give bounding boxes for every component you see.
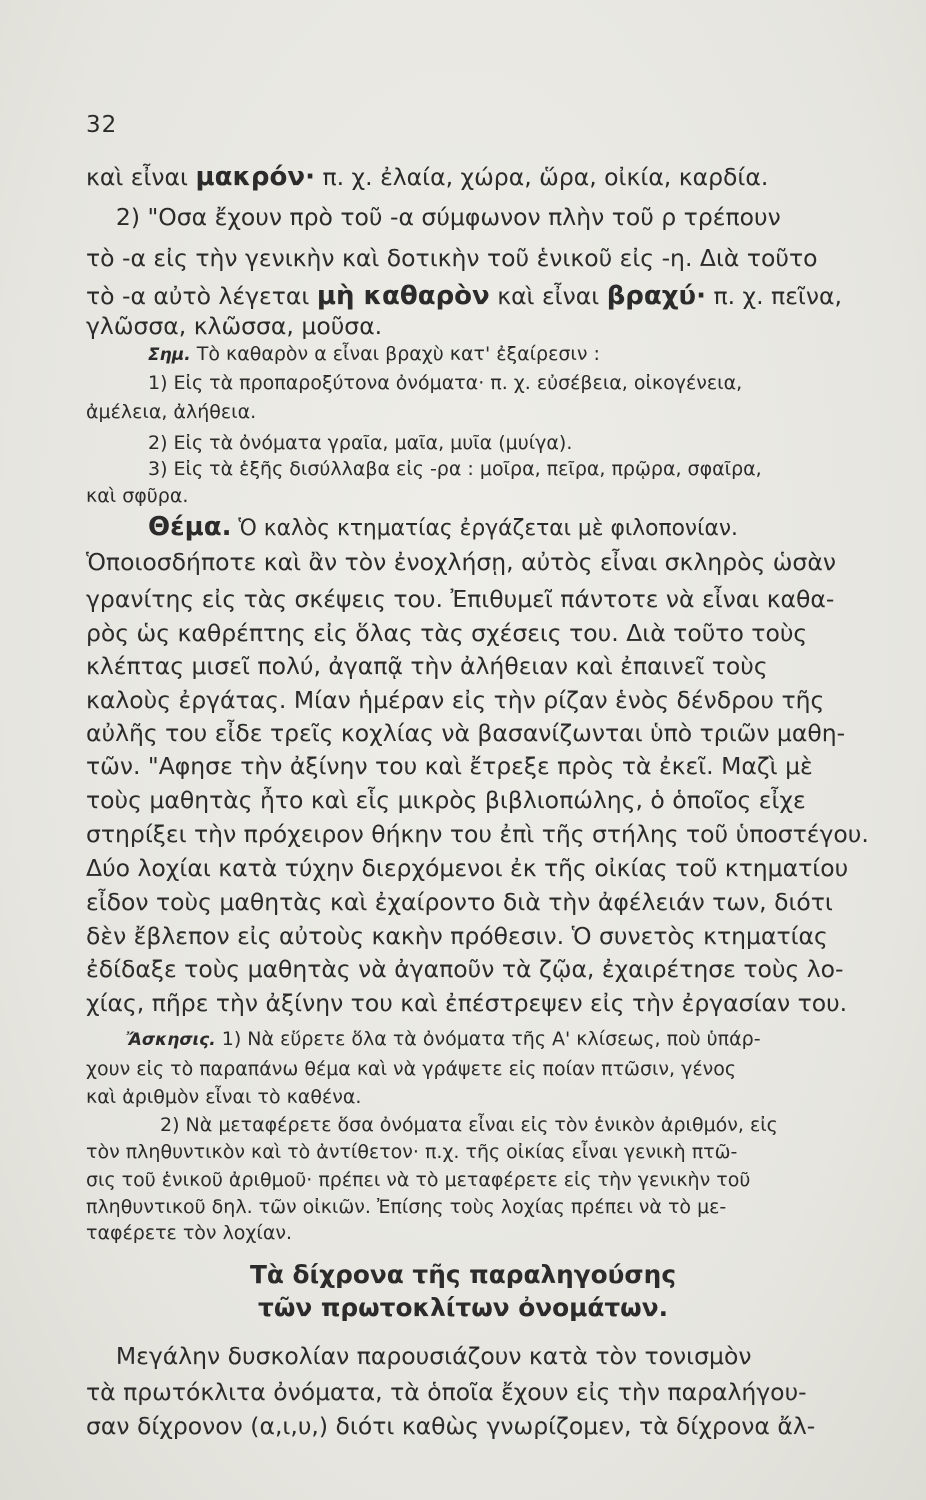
exercise-line: 2) Νὰ μεταφέρετε ὅσα ὀνόματα εἶναι εἰς τὸν ἑνικὸν ἀριθμόν, εἰς — [160, 1114, 778, 1136]
theme-line: ρὸς ὡς καθρέπτης εἰς ὅλας τὰς σχέσεις του. Διὰ τοῦτο τοὺς — [86, 619, 808, 647]
theme-line: εἶδον τοὺς μαθητὰς καὶ ἐχαίροντο διὰ τὴν ἀφέλειάν των, διότι — [86, 888, 833, 916]
theme-line: χίας, πῆρε τὴν ἀξίνην του καὶ ἐπέστρεψεν εἰς τὴν ἐργασίαν του. — [86, 989, 848, 1017]
exercise-line: χουν εἰς τὸ παραπάνω θέμα καὶ νὰ γράψετε εἰς ποίαν πτῶσιν, γένος — [86, 1058, 737, 1080]
theme-line: αὐλῆς του εἶδε τρεῖς κοχλίας νὰ βασανίζωνται ὑπὸ τριῶν μαθη- — [86, 719, 846, 747]
final-line: τὰ πρωτόκλιτα ὀνόματα, τὰ ὁποῖα ἔχουν εἰς τὴν παραλήγου- — [86, 1378, 807, 1406]
text-line: καὶ εἶναι μακρόν· π. χ. ἐλαία, χώρα, ὥρα, οἰκία, καρδία. — [86, 162, 769, 192]
text-line: 2) "Οσα ἔχουν πρὸ τοῦ -α σύμφωνον πλὴν τοῦ ρ τρέπουν — [86, 203, 781, 231]
exercise-line: σις τοῦ ἑνικοῦ ἀριθμοῦ· πρέπει νὰ τὸ μεταφέρετε εἰς τὴν γενικὴν τοῦ — [86, 1169, 751, 1191]
text-line: γλῶσσα, κλῶσσα, μοῦσα. — [86, 312, 383, 340]
note-line: 3) Εἰς τὰ ἑξῆς δισύλλαβα εἰς -ρα : μοῖρα, πεῖρα, πρῷρα, σφαῖρα, — [148, 458, 762, 480]
note-line: ἀμέλεια, ἀλήθεια. — [86, 401, 257, 423]
exercise-line: Ἄσκησις. 1) Νὰ εὕρετε ὅλα τὰ ὀνόματα τῆς Α' κλίσεως, ποὺ ὑπάρ- — [126, 1028, 761, 1050]
note-line: 1) Εἰς τὰ προπαροξύτονα ὀνόματα· π. χ. εὐσέβεια, οἰκογένεια, — [148, 372, 743, 394]
theme-line: κλέπτας μισεῖ πολύ, ἀγαπᾷ τὴν ἀλήθειαν καὶ ἐπαινεῖ τοὺς — [86, 652, 768, 680]
theme-line: γρανίτης εἰς τὰς σκέψεις του. Ἐπιθυμεῖ πάντοτε νὰ εἶναι καθα- — [86, 585, 835, 613]
section-heading: Τὰ δίχρονα τῆς παραληγούσης — [249, 1260, 676, 1289]
theme-line: Δύο λοχίαι κατὰ τύχην διερχόμενοι ἐκ τῆς οἰκίας τοῦ κτηματίου — [86, 854, 849, 882]
theme-line: ἐδίδαξε τοὺς μαθητὰς νὰ ἀγαποῦν τὰ ζῷα, ἐχαιρέτησε τοὺς λο- — [86, 955, 844, 983]
theme-line: τῶν. "Αφησε τὴν ἀξίνην του καὶ ἔτρεξε πρὸς τὰ ἐκεῖ. Μαζὶ μὲ — [86, 752, 813, 780]
note-line: καὶ σφῦρα. — [86, 485, 189, 507]
text-line: τὸ -α εἰς τὴν γενικὴν καὶ δοτικὴν τοῦ ἑνικοῦ εἰς -η. Διὰ τοῦτο — [86, 244, 818, 272]
theme-line: Θέμα. Ὁ καλὸς κτηματίας ἐργάζεται μὲ φιλοπονίαν. — [148, 512, 738, 542]
exercise-line: καὶ ἀριθμὸν εἶναι τὸ καθένα. — [86, 1086, 362, 1108]
theme-line: Ὁποιοσδήποτε καὶ ἂν τὸν ἐνοχλήσῃ, αὐτὸς εἶναι σκληρὸς ὡσὰν — [86, 548, 836, 576]
theme-line: καλοὺς ἐργάτας. Μίαν ἡμέραν εἰς τὴν ρίζαν ἑνὸς δένδρου τῆς — [86, 686, 825, 714]
exercise-line: πληθυντικοῦ δηλ. τῶν οἰκιῶν. Ἐπίσης τοὺς λοχίας πρέπει νὰ τὸ με- — [86, 1196, 727, 1218]
page-number: 32 — [86, 112, 118, 138]
text-line: τὸ -α αὐτὸ λέγεται μὴ καθαρὸν καὶ εἶναι βραχύ· π. χ. πεῖνα, — [86, 281, 842, 311]
final-line: Μεγάλην δυσκολίαν παρουσιάζουν κατὰ τὸν τονισμὸν — [86, 1342, 752, 1370]
theme-line: τοὺς μαθητὰς ἦτο καὶ εἷς μικρὸς βιβλιοπώλης, ὁ ὁποῖος εἶχε — [86, 786, 806, 814]
theme-line: στηρίξει τὴν πρόχειρον θήκην του ἐπὶ τῆς στήλης τοῦ ὑποστέγου. — [86, 820, 869, 848]
note-line: Σημ. Τὸ καθαρὸν α εἶναι βραχὺ κατ' ἐξαίρεσιν : — [148, 343, 600, 365]
exercise-line: ταφέρετε τὸν λοχίαν. — [86, 1222, 293, 1244]
theme-line: δὲν ἔβλεπον εἰς αὐτοὺς κακὴν πρόθεσιν. Ὁ συνετὸς κτηματίας — [86, 922, 828, 950]
final-line: σαν δίχρονον (α,ι,υ,) διότι καθὼς γνωρίζομεν, τὰ δίχρονα ἄλ- — [86, 1412, 816, 1440]
note-line: 2) Εἰς τὰ ὀνόματα γραῖα, μαῖα, μυῖα (μυίγα). — [148, 432, 573, 454]
section-heading: τῶν πρωτοκλίτων ὀνομάτων. — [258, 1293, 668, 1322]
exercise-line: τὸν πληθυντικὸν καὶ τὸ ἀντίθετον· π.χ. τῆς οἰκίας εἶναι γενικὴ πτῶ- — [86, 1141, 738, 1163]
